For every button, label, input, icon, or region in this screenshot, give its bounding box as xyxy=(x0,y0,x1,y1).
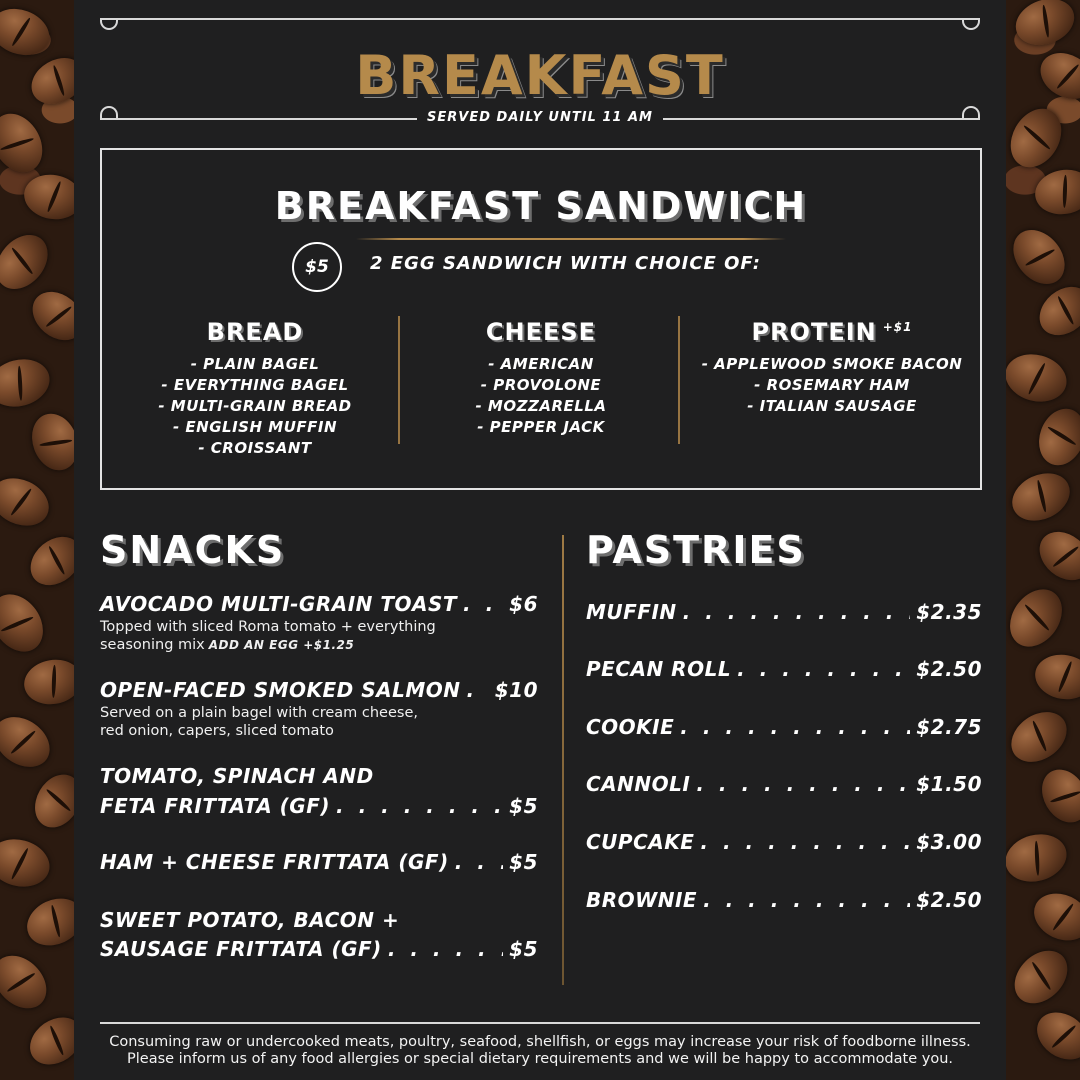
list-item: - PROVOLONE xyxy=(480,376,602,394)
coffee-beans-right-border xyxy=(1005,0,1080,1080)
menu-item xyxy=(586,715,982,739)
item-description: Topped with sliced Roma tomato + everything seasoning mix ADD AN EGG +$1.25 xyxy=(100,619,436,653)
item-name: CANNOLI xyxy=(586,772,691,796)
leader-dots xyxy=(737,657,910,681)
item-price: $2.75 xyxy=(916,715,982,739)
column-divider xyxy=(678,316,680,444)
item-price: $5 xyxy=(509,850,538,874)
item-price: $10 xyxy=(494,678,538,702)
menu-item xyxy=(100,937,538,961)
list-item: - MOZZARELLA xyxy=(475,397,607,415)
item-name: OPEN-FACED SMOKED SALMON xyxy=(100,678,461,702)
list-item: - AMERICAN xyxy=(488,355,594,373)
cheese-heading: CHEESE xyxy=(485,318,597,346)
item-price: $3.00 xyxy=(916,830,982,854)
header-curl-right xyxy=(962,18,980,30)
header-top-rule xyxy=(100,18,980,20)
bread-heading: BREAD xyxy=(206,318,304,346)
disclaimer-line: Please inform us of any food allergies or special dietary requirements and we will be happy to accommodate you. xyxy=(127,1051,953,1067)
coffee-beans-left-border xyxy=(0,0,76,1080)
sandwich-title: BREAKFAST SANDWICH xyxy=(274,184,808,228)
menu-item xyxy=(586,888,982,912)
list-item: - ROSEMARY HAM xyxy=(754,376,910,394)
menu-item xyxy=(100,592,538,616)
item-price: $2.50 xyxy=(916,657,982,681)
snacks-heading: SNACKS xyxy=(100,528,286,572)
cheese-column xyxy=(436,318,646,438)
item-price: $2.35 xyxy=(916,600,982,624)
menu-item xyxy=(100,678,538,702)
item-name: HAM + CHEESE FRITTATA (GF) xyxy=(100,850,449,874)
leader-dots xyxy=(683,600,911,624)
leader-dots xyxy=(467,678,489,702)
list-item: - ENGLISH MUFFIN xyxy=(172,418,337,436)
leader-dots xyxy=(455,850,503,874)
bread-column xyxy=(150,318,360,459)
menu-item xyxy=(586,772,982,796)
pastries-heading: PASTRIES xyxy=(586,528,806,572)
item-price: $2.50 xyxy=(916,888,982,912)
menu-item-name-line1: SWEET POTATO, BACON + xyxy=(100,908,400,932)
protein-upcharge: +$1 xyxy=(882,320,913,334)
item-name: PECAN ROLL xyxy=(586,657,732,681)
leader-dots xyxy=(703,888,910,912)
item-description: Served on a plain bagel with cream cheese, red onion, capers, sliced tomato xyxy=(100,705,418,739)
column-divider xyxy=(398,316,400,444)
item-price: $5 xyxy=(509,794,538,818)
sandwich-price-badge: $5 xyxy=(292,242,342,292)
item-price: $1.50 xyxy=(916,772,982,796)
leader-dots xyxy=(700,830,910,854)
menu-item xyxy=(100,794,538,818)
menu-item xyxy=(586,830,982,854)
list-item: - ITALIAN SAUSAGE xyxy=(747,397,917,415)
list-item: - PLAIN BAGEL xyxy=(190,355,320,373)
list-item: - CROISSANT xyxy=(198,439,312,457)
list-item: - EVERYTHING BAGEL xyxy=(161,376,349,394)
leader-dots xyxy=(680,715,910,739)
menu-board xyxy=(74,0,1006,1080)
menu-item xyxy=(100,850,538,874)
list-item: - PEPPER JACK xyxy=(477,418,605,436)
protein-heading: PROTEIN $^{+\$1}$ xyxy=(751,318,913,346)
leader-dots xyxy=(696,772,910,796)
list-item: - MULTI-GRAIN BREAD xyxy=(158,397,352,415)
menu-item xyxy=(586,600,982,624)
item-name: COOKIE xyxy=(586,715,675,739)
section-divider xyxy=(562,535,564,985)
header-curl-left xyxy=(100,18,118,30)
menu-item-name-line1: TOMATO, SPINACH AND xyxy=(100,764,374,788)
item-name: AVOCADO MULTI-GRAIN TOAST xyxy=(100,592,458,616)
protein-column xyxy=(692,318,972,417)
list-item: - APPLEWOOD SMOKE BACON xyxy=(701,355,963,373)
item-name: MUFFIN xyxy=(586,600,677,624)
leader-dots xyxy=(388,937,503,961)
sandwich-description: 2 EGG SANDWICH WITH CHOICE OF: xyxy=(370,253,761,274)
breakfast-sandwich-box xyxy=(100,148,982,490)
item-name: CUPCAKE xyxy=(586,830,695,854)
gold-rule xyxy=(356,238,786,240)
addon-note: ADD AN EGG +$1.25 xyxy=(208,638,355,652)
page-title: BREAKFAST xyxy=(355,44,725,107)
item-price: $6 xyxy=(509,592,538,616)
item-name: SAUSAGE FRITTATA (GF) xyxy=(100,937,382,961)
item-name: BROWNIE xyxy=(586,888,698,912)
item-name: FETA FRITTATA (GF) xyxy=(100,794,331,818)
page-subtitle: SERVED DAILY UNTIL 11 AM xyxy=(74,110,1006,125)
leader-dots xyxy=(336,794,503,818)
leader-dots xyxy=(463,592,503,616)
footer-rule xyxy=(100,1022,980,1024)
disclaimer-line: Consuming raw or undercooked meats, poultry, seafood, shellfish, or eggs may increase your risk of foodborne illness. xyxy=(109,1034,971,1050)
allergy-disclaimer xyxy=(74,1034,1006,1068)
menu-item xyxy=(586,657,982,681)
item-price: $5 xyxy=(509,937,538,961)
